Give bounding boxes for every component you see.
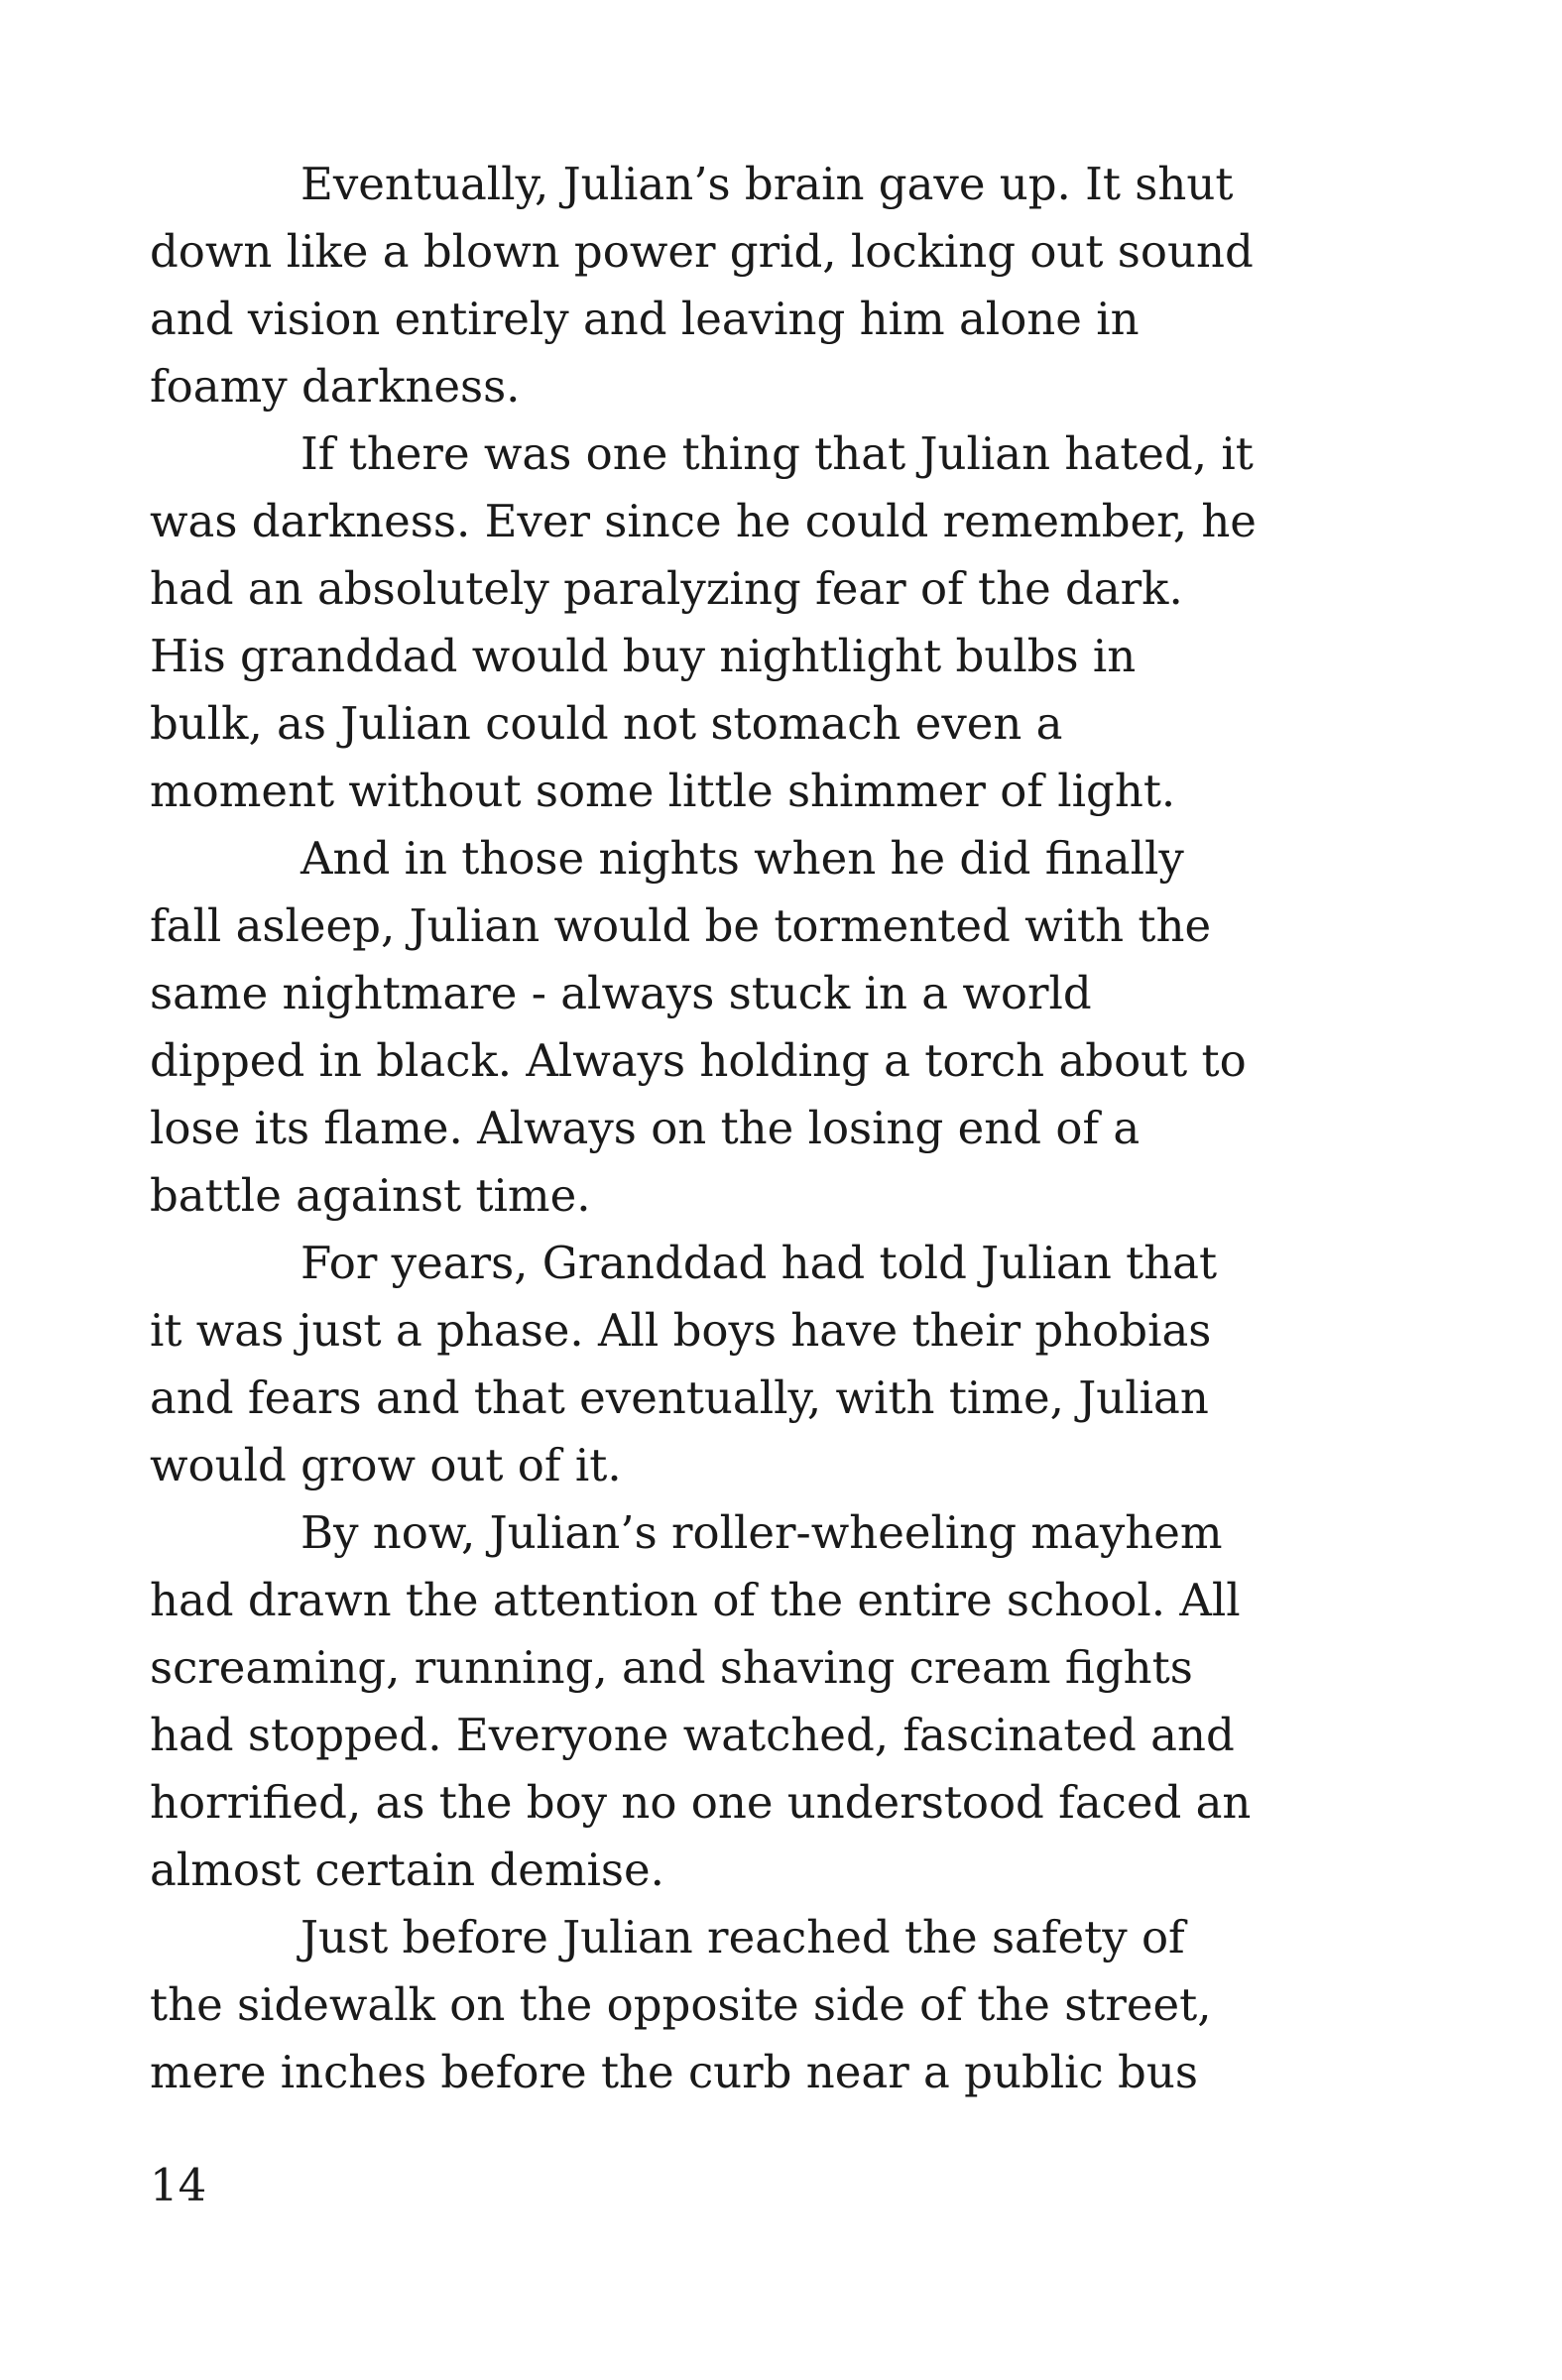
text-line: almost certain demise. xyxy=(150,1844,664,1896)
text-line: And in those nights when he did finally xyxy=(300,832,1184,885)
text-line: the sidewalk on the opposite side of the street, xyxy=(150,1978,1212,2031)
paragraph xyxy=(150,151,1257,420)
text-line: horrified, as the boy no one understood faced an xyxy=(150,1776,1252,1829)
page-body xyxy=(150,151,1257,2106)
text-line: screaming, running, and shaving cream fights xyxy=(150,1641,1193,1694)
text-line: fall asleep, Julian would be tormented with the xyxy=(150,899,1212,952)
text-line: By now, Julian’s roller-wheeling mayhem xyxy=(300,1506,1223,1559)
text-line: His granddad would buy nightlight bulbs in xyxy=(150,630,1137,682)
paragraph xyxy=(150,1230,1257,1499)
text-line: For years, Granddad had told Julian that xyxy=(300,1237,1218,1289)
text-line: had stopped. Everyone watched, fascinated and xyxy=(150,1709,1235,1761)
text-line: bulk, as Julian could not stomach even a xyxy=(150,697,1063,750)
text-line: mere inches before the curb near a public bus xyxy=(150,2046,1198,2098)
text-line: foamy darkness. xyxy=(150,360,521,413)
text-line: had drawn the attention of the entire school. All xyxy=(150,1574,1241,1626)
text-line: down like a blown power grid, locking out sound xyxy=(150,225,1254,278)
text-line: If there was one thing that Julian hated, it xyxy=(300,427,1254,480)
text-line: moment without some little shimmer of light. xyxy=(150,765,1176,817)
text-line: and vision entirely and leaving him alone in xyxy=(150,293,1140,345)
text-line: same nightmare - always stuck in a world xyxy=(150,967,1092,1019)
text-line: was darkness. Ever since he could remember, he xyxy=(150,495,1257,547)
text-line: lose its flame. Always on the losing end of a xyxy=(150,1102,1141,1154)
text-line: would grow out of it. xyxy=(150,1439,622,1491)
text-line: Eventually, Julian’s brain gave up. It shut xyxy=(300,158,1234,210)
page-number: 14 xyxy=(150,2159,207,2211)
text-line: it was just a phase. All boys have their phobias xyxy=(150,1304,1212,1357)
paragraph xyxy=(150,1904,1257,2106)
text-line: and fears and that eventually, with time, Julian xyxy=(150,1371,1209,1424)
paragraph xyxy=(150,1499,1257,1904)
paragraph xyxy=(150,420,1257,825)
text-line: dipped in black. Always holding a torch about to xyxy=(150,1034,1247,1087)
paragraph xyxy=(150,825,1257,1230)
text-line: had an absolutely paralyzing fear of the dark. xyxy=(150,562,1183,615)
text-line: battle against time. xyxy=(150,1169,591,1222)
text-line: Just before Julian reached the safety of xyxy=(300,1911,1185,1964)
